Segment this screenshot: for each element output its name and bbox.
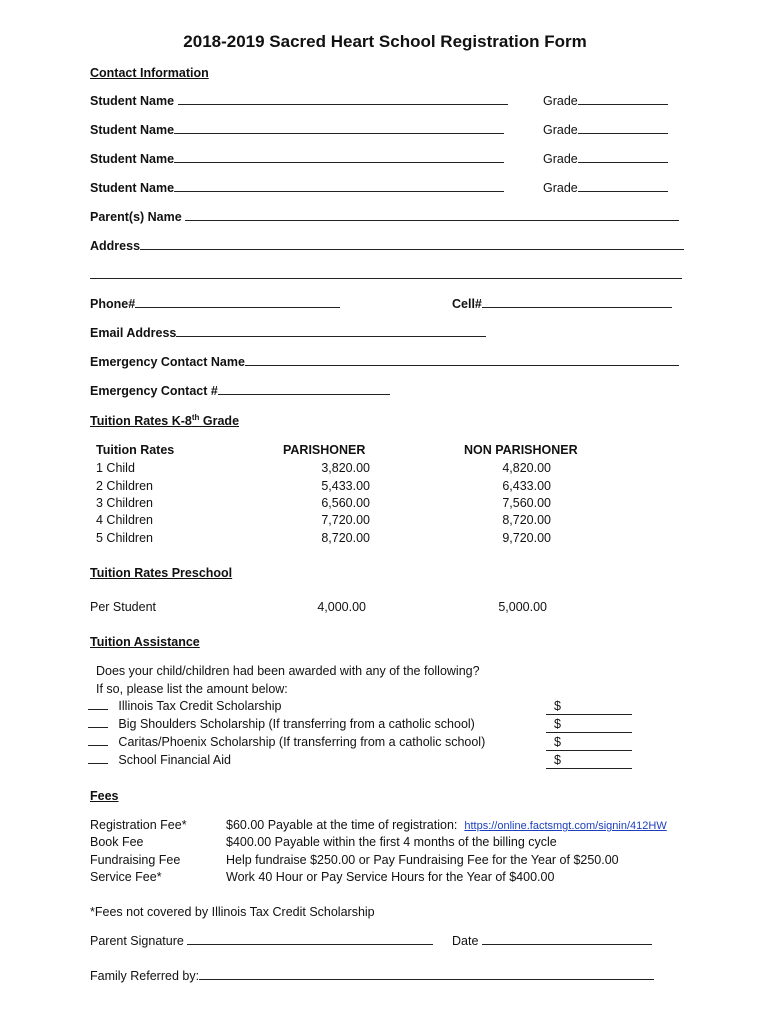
fee-label: Registration Fee* [90,818,187,832]
assistance-item: Caritas/Phoenix Scholarship (If transferring from a catholic school) [88,734,485,750]
tuition-row-parish: 6,560.00 [321,496,370,510]
fee-description: $400.00 Payable within the first 4 months of the billing cycle [226,835,557,849]
parent-signature-field[interactable] [187,933,433,945]
assistance-checkbox[interactable] [88,752,108,764]
assistance-intro-1: Does your child/children had been awarded with any of the following? [96,664,480,678]
fee-label: Service Fee* [90,870,162,884]
tuition-row-parish: 8,720.00 [321,531,370,545]
assistance-item: Big Shoulders Scholarship (If transferring from a catholic school) [88,716,475,732]
tuition-row-label: 4 Children [96,513,153,527]
tuition-col-non-parishoner: NON PARISHONER [464,443,578,457]
emergency-number-field[interactable] [218,383,390,395]
amount-field[interactable]: $ [546,753,632,769]
phone-label: Phone# [90,296,340,312]
tuition-row-non: 8,720.00 [502,513,551,527]
fee-description: $60.00 Payable at the time of registration: https://online.factsmgt.com/signin/412HW [226,818,667,832]
cell-field[interactable] [482,296,672,308]
tuition-row-label: 2 Children [96,479,153,493]
emergency-name-label: Emergency Contact Name [90,354,679,370]
tuition-row-label: 3 Children [96,496,153,510]
date-label: Date [452,933,652,949]
email-label: Email Address [90,325,486,341]
address-field-1[interactable] [140,238,684,250]
tuition-row-non: 4,820.00 [502,461,551,475]
student-name-field-3[interactable] [174,151,504,163]
grade-field-2[interactable] [578,122,668,134]
grade-field-3[interactable] [578,151,668,163]
amount-field[interactable]: $ [546,699,632,715]
student-name-field-2[interactable] [174,122,504,134]
date-field[interactable] [482,933,652,945]
tuition-col-parishoner: PARISHONER [283,443,366,457]
family-referred-field[interactable] [199,968,654,980]
tuition-row-label: 5 Children [96,531,153,545]
student-name-label-3: Student Name [90,151,504,167]
grade-field-4[interactable] [578,180,668,192]
amount-field[interactable]: $ [546,717,632,733]
grade-field-1[interactable] [578,93,668,105]
assistance-checkbox[interactable] [88,698,108,710]
tuition-row-non: 6,433.00 [502,479,551,493]
tuition-k8-heading: Tuition Rates K-8th Grade [90,412,240,428]
assistance-intro-2: If so, please list the amount below: [96,682,288,696]
grade-label-4: Grade [543,180,668,196]
grade-label-3: Grade [543,151,668,167]
student-name-field-1[interactable] [178,93,508,105]
address-line-2 [90,267,682,283]
tuition-row-non: 9,720.00 [502,531,551,545]
contact-heading: Contact Information [90,66,209,80]
amount-field[interactable]: $ [546,735,632,751]
assistance-item: Illinois Tax Credit Scholarship [88,698,281,714]
address-label: Address [90,238,684,254]
preschool-non: 5,000.00 [498,600,547,614]
grade-label-1: Grade [543,93,668,109]
grade-label-2: Grade [543,122,668,138]
cell-label: Cell# [452,296,672,312]
preschool-parish: 4,000.00 [317,600,366,614]
parent-name-label: Parent(s) Name [90,209,679,225]
student-name-field-4[interactable] [174,180,504,192]
registration-link[interactable]: https://online.factsmgt.com/signin/412HW [464,820,667,832]
tuition-col-label: Tuition Rates [96,443,175,457]
page-title: 2018-2019 Sacred Heart School Registration Form [183,32,587,51]
fee-description: Work 40 Hour or Pay Service Hours for the Year of $400.00 [226,870,555,884]
parent-signature-label: Parent Signature [90,933,433,949]
parent-name-field[interactable] [185,209,679,221]
emergency-name-field[interactable] [245,354,679,366]
tuition-row-parish: 7,720.00 [321,513,370,527]
tuition-preschool-heading: Tuition Rates Preschool [90,566,233,580]
assistance-heading: Tuition Assistance [90,635,200,649]
assistance-checkbox[interactable] [88,716,108,728]
fee-label: Book Fee [90,835,144,849]
address-field-2[interactable] [90,267,682,279]
family-referred-label: Family Referred by: [90,968,654,984]
fees-footnote: *Fees not covered by Illinois Tax Credit Scholarship [90,905,375,919]
assistance-item: School Financial Aid [88,752,231,768]
phone-field[interactable] [135,296,340,308]
assistance-checkbox[interactable] [88,734,108,746]
tuition-row-parish: 5,433.00 [321,479,370,493]
tuition-row-non: 7,560.00 [502,496,551,510]
tuition-row-parish: 3,820.00 [321,461,370,475]
email-field[interactable] [176,325,486,337]
student-name-label-2: Student Name [90,122,504,138]
tuition-row-label: 1 Child [96,461,135,475]
fees-heading: Fees [90,789,119,803]
emergency-number-label: Emergency Contact # [90,383,390,399]
preschool-label: Per Student [90,600,157,614]
fee-label: Fundraising Fee [90,853,181,867]
student-name-label-4: Student Name [90,180,504,196]
student-name-label-1: Student Name [90,93,508,109]
fee-description: Help fundraise $250.00 or Pay Fundraising Fee for the Year of $250.00 [226,853,619,867]
